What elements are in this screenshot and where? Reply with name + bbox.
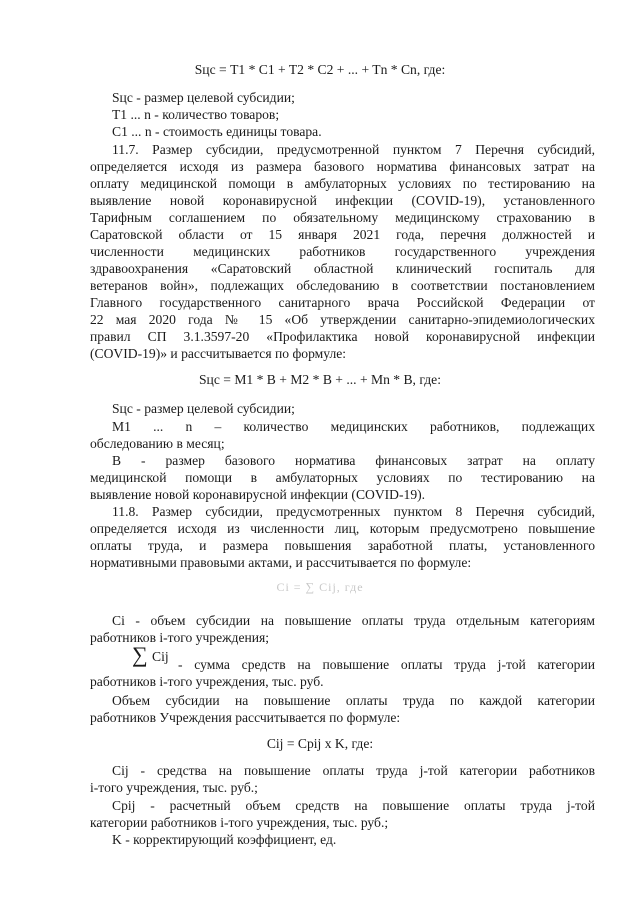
formula-cij: Cij = Cpij x K, где: [266, 736, 374, 751]
formula-target-subsidy-goods: Sцс = T1 * C1 + T2 * C2 + ... + Tn * Cn, где: [194, 62, 446, 77]
definition-line: K - корректирующий коэффициент, ед. [112, 832, 337, 847]
paragraph-11-7-line: Тарифным соглашением по обязательному медицинскому страхованию в [90, 210, 595, 225]
definition-line: B - размер базового норматива финансовых затрат на оплату [112, 453, 595, 468]
paragraph-11-8-line: оплаты труда, и размера повышения заработной платы, установленного [90, 538, 595, 553]
paragraph-11-7-line: правил СП 3.1.3597-20 «Профилактика новой коронавирусной инфекции [90, 329, 595, 344]
definition-line: Cij - средства на повышение оплаты труда j-той категории работников [112, 763, 595, 778]
paragraph-11-7-line: 11.7. Размер субсидии, предусмотренной пунктом 7 Перечня субсидий, [112, 142, 595, 157]
definition-line: i-того учреждения, тыс. руб.; [90, 780, 258, 795]
definition-line: Cpij - расчетный объем средств на повышение оплаты труда j-той [112, 798, 595, 813]
definition-line: работников i-того учреждения; [90, 630, 270, 645]
paragraph-11-7-line: ветеранов войн», подлежащих обследованию в соответствии постановлением [90, 278, 595, 293]
definition-line: категории работников i-того учреждения, тыс. руб.; [90, 815, 389, 830]
definition-line: Sцс - размер целевой субсидии; [112, 401, 295, 416]
definition-line: M1 ... n – количество медицинских работников, подлежащих [112, 419, 595, 434]
paragraph-11-7-line: здравоохранения «Саратовский областной клинический госпиталь для [90, 261, 595, 276]
paragraph-11-7-line: численности медицинских работников государственного учреждения [90, 244, 595, 259]
definition-line: выявление новой коронавирусной инфекции (COVID-19). [90, 487, 426, 502]
paragraph-obem-line: Объем субсидии на повышение оплаты труда по каждой категории [112, 693, 595, 708]
paragraph-11-8-line: нормативными правовыми актами, и рассчитывается по формуле: [90, 555, 472, 570]
paragraph-11-8-line: 11.8. Размер субсидии, предусмотренных пунктом 8 Перечня субсидий, [112, 504, 595, 519]
paragraph-11-7-line: определяется исходя из размера базового норматива финансовых затрат на [90, 159, 595, 174]
definition-line: Ci - объем субсидии на повышение оплаты труда отдельным категориям [112, 613, 595, 628]
definition-line: работников i-того учреждения, тыс. руб. [90, 674, 324, 689]
paragraph-11-7-line: 22 мая 2020 года № 15 «Об утверждении санитарно-эпидемиологических [90, 312, 595, 327]
cij-label: Cij [152, 649, 169, 664]
definition-line: - сумма средств на повышение оплаты труда j-той категории [178, 657, 595, 672]
paragraph-11-8-line: определяется исходя из численности лиц, которым предусмотрено повышение [90, 521, 595, 536]
paragraph-11-7-line: выявление новой коронавирусной инфекции (COVID-19), установленного [90, 193, 595, 208]
formula-faint-sum: Ci = ∑ Cij, где [276, 580, 364, 594]
paragraph-11-7-line: (COVID-19)» и рассчитывается по формуле: [90, 346, 347, 361]
definition-line: медицинской помощи в амбулаторных условиях по тестированию на [90, 470, 595, 485]
paragraph-obem-line: работников Учреждения рассчитывается по формуле: [90, 710, 401, 725]
definition-line: Sцс - размер целевой субсидии; [112, 90, 295, 105]
sigma-symbol: ∑ [132, 642, 148, 667]
definition-line: C1 ... n - стоимость единицы товара. [112, 124, 322, 139]
definition-line: обследованию в месяц; [90, 436, 225, 451]
paragraph-11-7-line: Главного государственного санитарного врача Российской Федерации от [90, 295, 595, 310]
definition-line: T1 ... n - количество товаров; [112, 107, 280, 122]
paragraph-11-7-line: оплату медицинской помощи в амбулаторных условиях по тестированию на [90, 176, 595, 191]
formula-target-subsidy-workers: Sцс = M1 * B + M2 * B + ... + Mn * B, где: [199, 372, 441, 387]
paragraph-11-7-line: Саратовской области от 15 января 2021 года, перечня должностей и [90, 227, 595, 242]
